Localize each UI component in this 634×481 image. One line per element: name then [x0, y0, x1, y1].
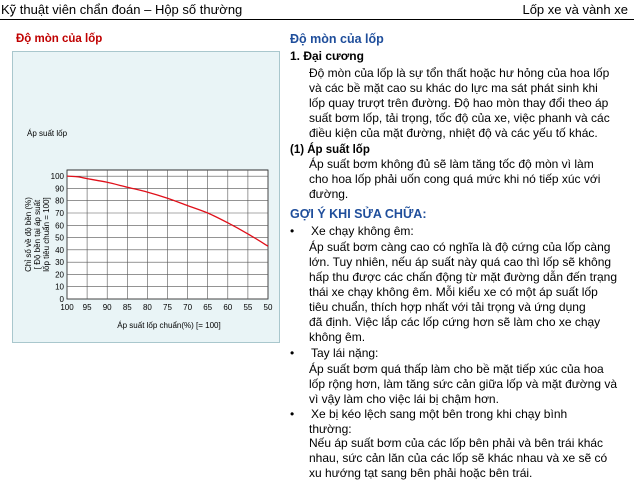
- y-tick-label: 60: [55, 221, 64, 231]
- bullet-heading: Xe chạy không êm:: [311, 224, 414, 238]
- heavy-steering-paragraph: [309, 362, 617, 407]
- x-tick-label: 65: [203, 303, 213, 312]
- paragraph-line: điều kiện của mặt đường, nhiệt độ và các yếu tố khác.: [309, 126, 598, 140]
- paragraph-line: Độ mòn của lốp là sự tổn thất hoặc hư hỏng của hoa lốp: [309, 66, 610, 80]
- bullet-heading: Xe bị kéo lệch sang một bên trong khi chạy bình: [311, 407, 568, 421]
- paragraph-line: tiêu chuẩn, thích hợp nhất với tải trọng và ứng dụng: [309, 300, 586, 314]
- x-tick-label: 60: [223, 303, 233, 312]
- x-tick-label: 100: [60, 303, 74, 312]
- paragraph-line: Nếu áp suất bơm của các lốp bên phải và bên trái khác: [309, 436, 604, 450]
- paragraph-line: lốp rộng hơn, làm tăng sức cản giữa lốp và mặt đường và: [309, 377, 617, 391]
- paragraph-line: Áp suất bơm càng cao có nghĩa là độ cứng của lốp càng: [309, 240, 611, 254]
- general-paragraph: [309, 66, 610, 141]
- paragraph-line: đã định. Việc lắp các lốp cứng hơn sẽ làm cho xe chạy: [309, 315, 601, 329]
- section-title: Độ mòn của lốp: [290, 32, 384, 46]
- x-tick-label: 80: [142, 303, 152, 312]
- header-divider: [0, 19, 634, 20]
- paragraph-line: nhau, sức cản lăn của các lốp sẽ khác nhau và xe sẽ có: [309, 451, 608, 465]
- y-tick-label: 80: [55, 196, 64, 206]
- x-axis-label: Áp suất lốp chuẩn(%) [= 100]: [117, 321, 221, 330]
- bullet-icon: •: [290, 224, 295, 238]
- paragraph-line: thái xe chạy không êm. Mỗi kiểu xe có một áp suất lốp: [309, 285, 598, 299]
- bullet-rough-ride: [290, 224, 630, 239]
- paragraph-line: hấp thu được các chấn động từ mặt đường dẫn đến trạng: [309, 270, 618, 284]
- bullet-icon: •: [290, 407, 295, 421]
- y-axis-label-line: lốp tiêu chuẩn = 100]: [42, 197, 51, 272]
- paragraph-line: lớn. Tuy nhiên, nếu áp suất này quá cao thì lốp sẽ không: [309, 255, 612, 269]
- y-tick-label: 50: [55, 233, 64, 243]
- pulling-paragraph: [309, 436, 607, 481]
- y-axis-label-line: Chỉ số về độ bền (%): [24, 197, 33, 272]
- bullet-icon: •: [290, 346, 295, 360]
- paragraph-line: xu hướng tạt sang bên phải hoặc bên trái.: [309, 466, 533, 480]
- paragraph-line: Áp suất bơm quá thấp làm cho bề mặt tiếp xúc của hoa: [309, 362, 604, 376]
- pulling-heading-continuation: thường:: [309, 422, 352, 436]
- paragraph-line: suất bơm lốp, tải trọng, tốc độ của xe, việc phanh và các: [309, 111, 610, 125]
- chart-grid: [67, 170, 268, 299]
- tire-pressure-chart: [12, 51, 280, 343]
- paragraph-line: lốp quay trượt trên đường. Độ hao mòn thay đổi theo áp: [309, 96, 609, 110]
- heading-tire-pressure: (1) Áp suất lốp: [290, 144, 370, 156]
- paragraph-line: và các bề mặt cao su khác do lực ma sát phát sinh khi: [309, 81, 598, 95]
- x-tick-label: 95: [82, 303, 92, 312]
- y-tick-label: 0: [59, 295, 64, 304]
- paragraph-line: vì vậy làm cho việc lái bị chậm hơn.: [309, 392, 499, 406]
- y-tick-label: 30: [55, 258, 64, 268]
- x-tick-label: 70: [183, 303, 193, 312]
- x-tick-label: 85: [122, 303, 132, 312]
- x-tick-label: 90: [102, 303, 112, 312]
- y-tick-label: 100: [50, 172, 64, 182]
- chart-svg: [13, 52, 281, 344]
- y-tick-label: 90: [55, 184, 64, 194]
- heading-general: 1. Đại cương: [290, 49, 364, 63]
- x-tick-label: 75: [163, 303, 172, 312]
- paragraph-line: cho hoa lốp phải uốn cong quá mức khi nó tiếp xúc với: [309, 172, 601, 186]
- header-course-title: Kỹ thuật viên chẩn đoán – Hộp số thường: [1, 2, 243, 17]
- bullet-pulling: [290, 407, 630, 422]
- y-tick-label: 70: [55, 209, 64, 218]
- y-tick-label: 40: [55, 245, 64, 255]
- page-header: [0, 0, 634, 20]
- paragraph-line: đường.: [309, 187, 349, 201]
- header-chapter-title: Lốp xe và vành xe: [522, 2, 628, 17]
- x-tick-label: 55: [243, 303, 253, 312]
- figure-section-title: Độ mòn của lốp: [16, 33, 103, 45]
- rough-ride-paragraph: [309, 240, 617, 345]
- y-tick-label: 20: [55, 270, 64, 280]
- y-tick-label: 10: [55, 282, 64, 292]
- paragraph-line: không êm.: [309, 330, 366, 344]
- repair-tips-title: GỢI Ý KHI SỬA CHỮA:: [290, 207, 427, 221]
- y-axis-label: [24, 197, 51, 272]
- bullet-heavy-steering: [290, 346, 630, 361]
- tire-pressure-paragraph: [309, 157, 600, 202]
- bullet-heading: Tay lái nặng:: [311, 346, 379, 360]
- x-tick-label: 50: [263, 303, 273, 312]
- chart-title: Áp suất lốp: [27, 129, 68, 138]
- y-tick-labels: [51, 172, 65, 304]
- paragraph-line: Áp suất bơm không đủ sẽ làm tăng tốc độ mòn vì làm: [309, 157, 594, 171]
- x-tick-labels: [60, 303, 273, 312]
- y-axis-label-line: [ Độ bền tại áp suất: [33, 199, 42, 270]
